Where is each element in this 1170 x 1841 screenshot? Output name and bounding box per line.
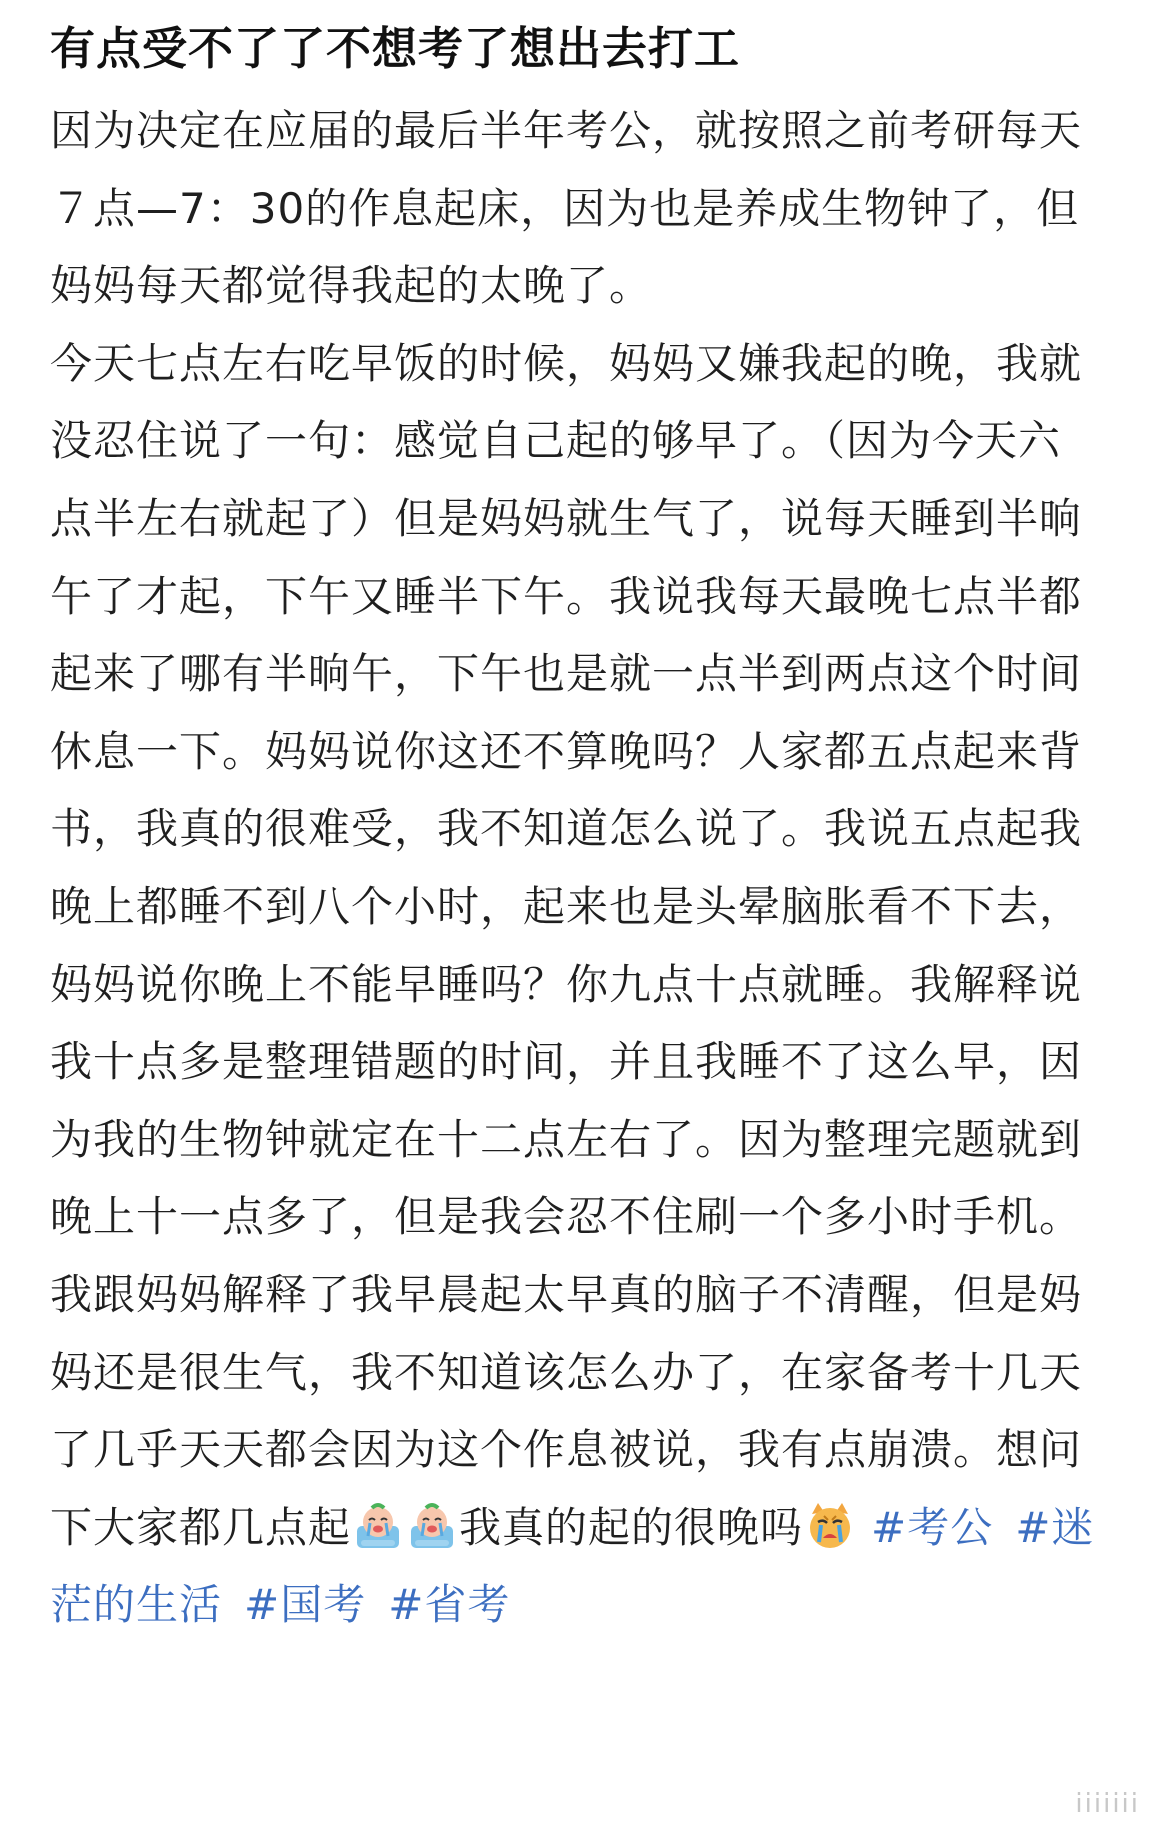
post-body	[50, 92, 1100, 1644]
crying-emoji	[406, 1500, 458, 1552]
post-title: 有点受不了了不想考了想出去打工	[50, 22, 741, 75]
crying-cat-emoji	[804, 1500, 856, 1552]
hashtag-link[interactable]: #省考	[388, 1580, 511, 1630]
hashtag-link[interactable]: #国考	[244, 1580, 367, 1630]
hashtag-link[interactable]: #考公	[871, 1502, 994, 1552]
hashtag-link[interactable]: #迷茫的生活	[50, 1502, 1095, 1630]
post	[50, 14, 1120, 1644]
watermark: 𝗂𝗂𝗂𝗂𝗂𝗂𝗂	[1075, 1788, 1140, 1818]
post-body-tail: 我真的起的很晚吗	[459, 1502, 804, 1552]
post-body-text: 因为决定在应届的最后半年考公，就按照之前考研每天７点—7：30的作息起床，因为也是养成生物钟了，但妈妈每天都觉得我起的太晚了。 今天七点左右吃早饭的时候，妈妈又嫌我起的晚，我就没忍住说了一句：感觉自己起的够早了。（因为今天六点半左右就起了）但是妈妈就生气了，说每天睡到半晌午了才起，下午又睡半下午。我说我每天最晚七点半都起来了哪有半晌午，下午也是就一点半到两点这个时间休息一下。妈妈说你这还不算晚吗？人家都五点起来背书，我真的很难受，我不知道怎么说了。我说五点起我晚上都睡不到八个小时，起来也是头晕脑胀看不下去，妈妈说你晚上不能早睡吗？你九点十点就睡。我解释说我十点多是整理错题的时间，并且我睡不了这么早，因为我的生物钟就定在十二点左右了。因为整理完题就到晚上十一点多了，但是我会忍不住刷一个多小时手机。我跟妈妈解释了我早晨起太早真的脑子不清醒，但是妈妈还是很生气，我不知道该怎么办了，在家备考十几天了几乎天天都会因为这个作息被说，我有点崩溃。想问下大家都几点起	[50, 106, 1083, 1552]
crying-emoji	[352, 1500, 404, 1552]
